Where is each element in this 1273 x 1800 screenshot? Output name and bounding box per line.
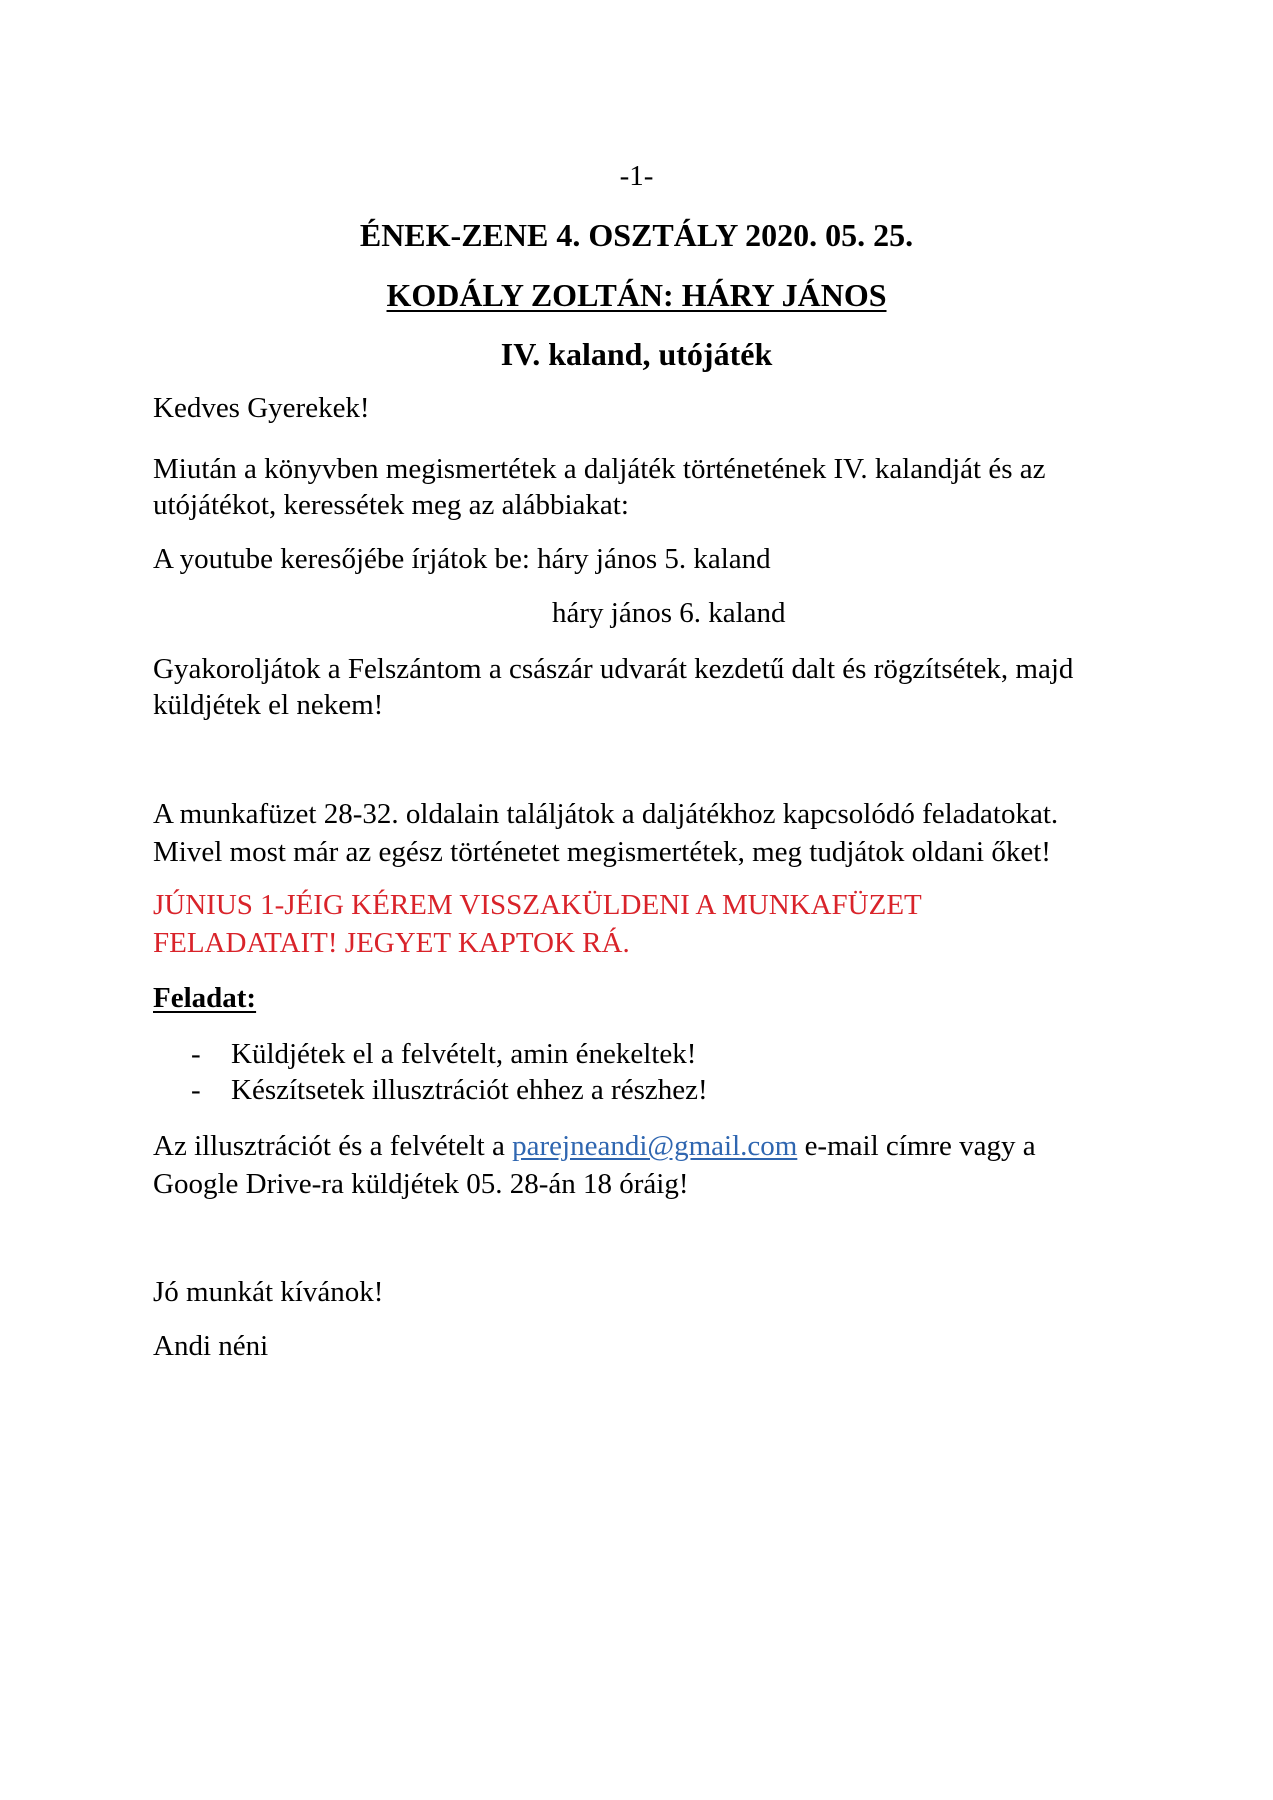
subtitle-text: KODÁLY ZOLTÁN: HÁRY JÁNOS [386, 277, 887, 313]
greeting: Kedves Gyerekek! [153, 392, 370, 424]
para3-line1: A munkafüzet 28-32. oldalain találjátok a daljátékhoz kapcsolódó feladatokat. [153, 798, 1059, 830]
document-title: ÉNEK-ZENE 4. OSZTÁLY 2020. 05. 25. [359, 217, 914, 253]
para1-line2: utójátékot, keressétek meg az alábbiakat: [153, 489, 629, 521]
para4-before: Az illusztrációt és a felvételt a [153, 1130, 513, 1162]
youtube-instruction-2: háry jános 6. kaland [552, 597, 786, 629]
task-item: Küldjétek el a felvételt, amin énekeltek! [231, 1038, 697, 1070]
para1-line1: Miután a könyvben megismertétek a daljáték történetének IV. kalandját és az [153, 453, 1046, 485]
para2-line2: küldjétek el nekem! [153, 689, 384, 721]
document-subtitle [0, 275, 1273, 315]
para4-line2: Google Drive-ra küldjétek 05. 28-án 18 óráig! [153, 1168, 689, 1200]
youtube-instruction: A youtube keresőjébe írjátok be: háry jános 5. kaland [153, 543, 771, 575]
para4-after: e-mail címre vagy a [797, 1130, 1036, 1162]
section-heading: IV. kaland, utójáték [500, 336, 773, 372]
bullet-marker: - [191, 1038, 201, 1070]
task-heading-text: Feladat: [153, 982, 257, 1014]
page-number: -1- [619, 160, 654, 192]
task-item: Készítsetek illusztrációt ehhez a részhez! [231, 1074, 708, 1106]
signature: Andi néni [153, 1330, 269, 1362]
para4-line1 [153, 1128, 1036, 1164]
email-link[interactable]: parejneandi@gmail.com [512, 1130, 798, 1162]
para2-line1: Gyakoroljátok a Felszántom a császár udvarát kezdetű dalt és rögzítsétek, majd [153, 653, 1074, 685]
bullet-marker: - [191, 1074, 201, 1106]
closing: Jó munkát kívánok! [153, 1276, 384, 1308]
notice-line1: JÚNIUS 1-JÉIG KÉREM VISSZAKÜLDENI A MUNKAFÜZET [153, 889, 922, 921]
notice-line2: FELADATAIT! JEGYET KAPTOK RÁ. [153, 927, 630, 959]
task-heading [153, 980, 256, 1016]
para3-line2: Mivel most már az egész történetet megismertétek, meg tudjátok oldani őket! [153, 836, 1051, 868]
